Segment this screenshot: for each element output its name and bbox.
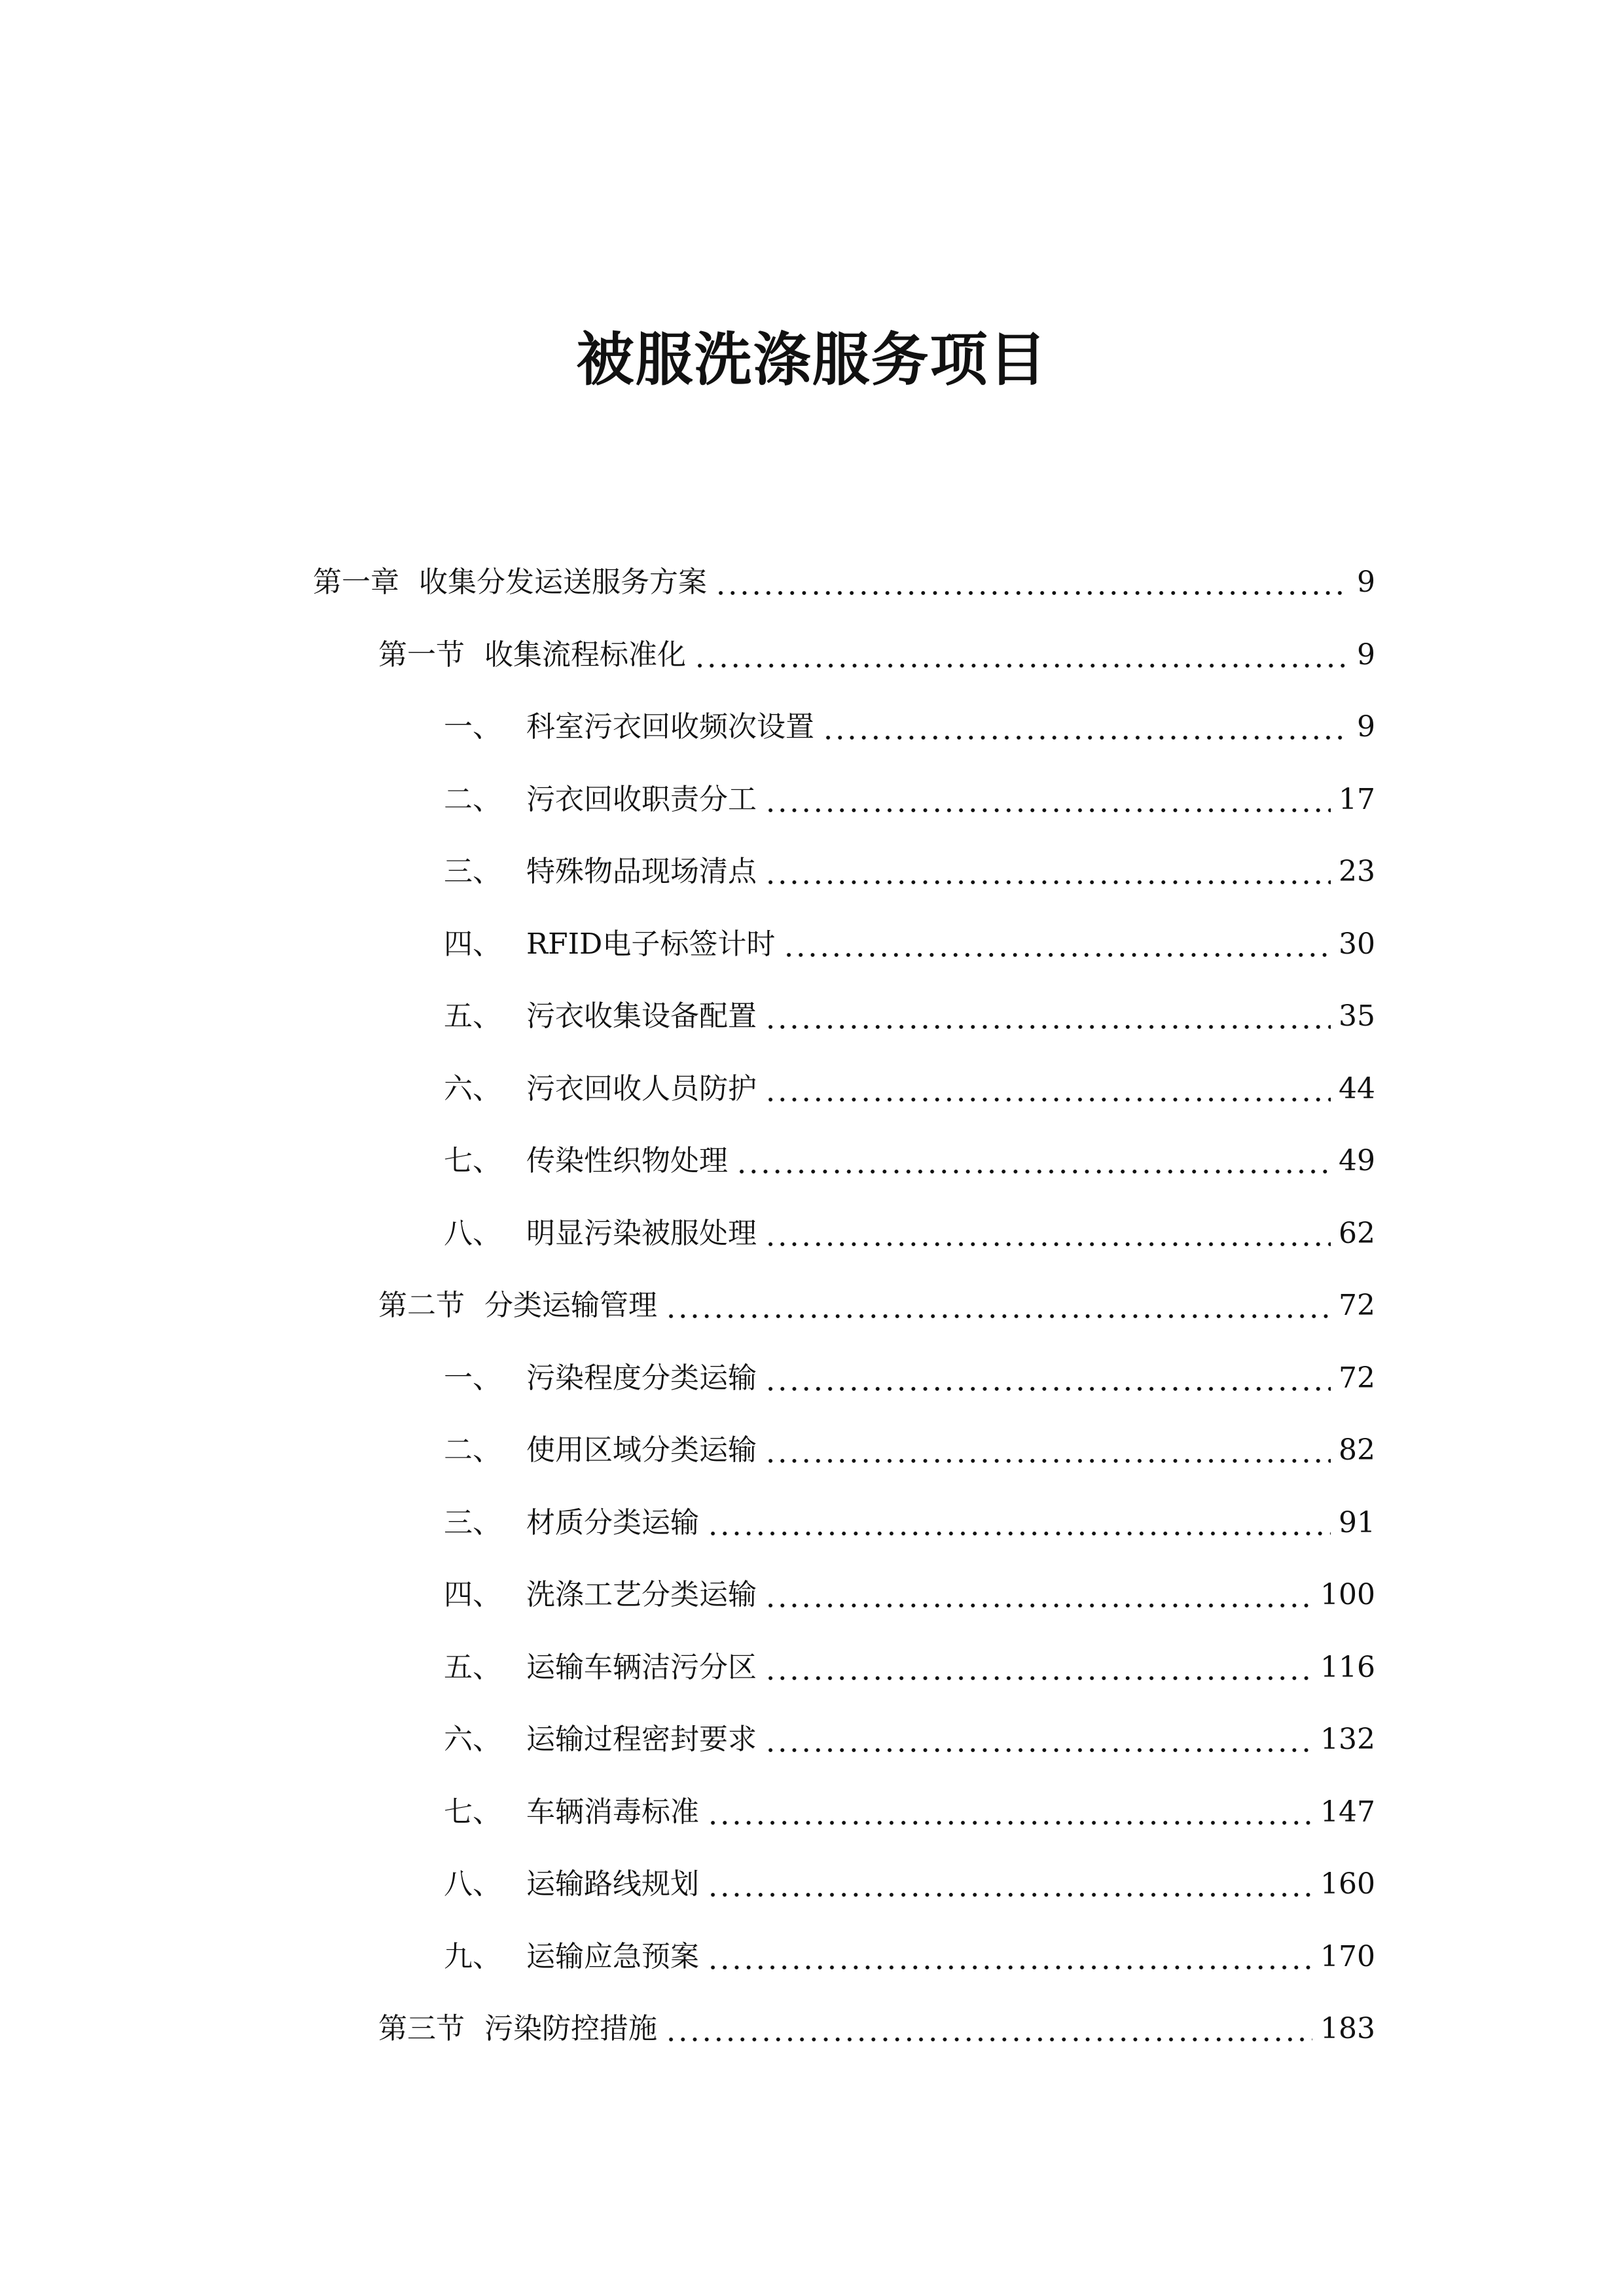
toc-entry-number: 二、 [444, 783, 501, 816]
toc-dot-leader [736, 1170, 1331, 1174]
toc-dot-leader [707, 1532, 1331, 1535]
toc-entry[interactable] [444, 1572, 1375, 1618]
toc-entry-number: 四、 [444, 927, 501, 961]
toc-entry[interactable] [444, 1645, 1375, 1691]
toc-entry-number: 七、 [444, 1144, 501, 1177]
toc-entry[interactable] [444, 849, 1375, 895]
toc-entry-label: 分类运输管理 [484, 1289, 657, 1322]
toc-entry-number: 四、 [444, 1578, 501, 1611]
toc-entry[interactable] [444, 777, 1375, 823]
document-title: 被服洗涤服务项目 [576, 325, 1048, 393]
toc-entry-label: 使用区域分类运输 [526, 1433, 757, 1467]
toc-entry-page-number: 116 [1320, 1651, 1375, 1684]
toc-dot-leader [665, 1314, 1331, 1318]
toc-entry[interactable] [313, 560, 1375, 605]
toc-dot-leader [765, 1748, 1312, 1752]
toc-entry-number: 八、 [444, 1217, 501, 1250]
toc-entry[interactable] [444, 1427, 1375, 1473]
toc-entry-page-number: 170 [1320, 1940, 1375, 1973]
toc-entry-number: 六、 [444, 1072, 501, 1105]
toc-entry-page-number: 9 [1357, 638, 1375, 672]
toc-entry-number: 五、 [444, 999, 501, 1033]
toc-entry-number: 九、 [444, 1940, 501, 1973]
toc-dot-leader [765, 1387, 1331, 1391]
toc-dot-leader [765, 1025, 1331, 1029]
toc-entry-label: 洗涤工艺分类运输 [526, 1578, 757, 1611]
toc-entry[interactable] [378, 1283, 1375, 1329]
toc-dot-leader [765, 1676, 1312, 1680]
toc-entry-label: 特殊物品现场清点 [526, 855, 757, 888]
toc-entry[interactable] [444, 1717, 1375, 1763]
toc-dot-leader [707, 1893, 1312, 1897]
toc-entry[interactable] [444, 922, 1375, 967]
toc-entry-label: RFID电子标签计时 [526, 927, 776, 961]
toc-entry-label: 材质分类运输 [526, 1506, 699, 1539]
toc-entry-page-number: 44 [1339, 1072, 1375, 1105]
toc-entry-number: 二、 [444, 1433, 501, 1467]
toc-dot-leader [765, 1604, 1312, 1607]
toc-entry-number: 一、 [444, 1361, 501, 1395]
toc-entry-number: 六、 [444, 1723, 501, 1756]
toc-entry-label: 传染性织物处理 [526, 1144, 728, 1177]
toc-entry-page-number: 72 [1339, 1289, 1375, 1322]
toc-entry-label: 车辆消毒标准 [526, 1795, 699, 1829]
toc-entry-label: 污衣回收人员防护 [526, 1072, 757, 1105]
toc-entry-number: 第二节 [378, 1289, 465, 1322]
toc-entry-page-number: 132 [1320, 1723, 1375, 1756]
toc-entry-page-number: 82 [1339, 1433, 1375, 1467]
toc-entry-number: 三、 [444, 1506, 501, 1539]
toc-dot-leader [707, 1965, 1312, 1969]
toc-entry-page-number: 9 [1357, 710, 1375, 744]
toc-dot-leader [765, 808, 1331, 812]
toc-entry-label: 污染防控措施 [484, 2012, 657, 2045]
toc-entry-label: 污衣回收职责分工 [526, 783, 757, 816]
toc-dot-leader [707, 1821, 1312, 1825]
toc-entry-number: 八、 [444, 1867, 501, 1901]
toc-entry-label: 收集流程标准化 [484, 638, 686, 672]
toc-entry-page-number: 91 [1339, 1506, 1375, 1539]
toc-entry-label: 运输路线规划 [526, 1867, 699, 1901]
toc-entry-number: 第一节 [378, 638, 465, 672]
toc-entry[interactable] [444, 1934, 1375, 1980]
toc-entry-page-number: 147 [1320, 1795, 1375, 1829]
toc-dot-leader [715, 591, 1349, 595]
toc-entry-page-number: 17 [1339, 783, 1375, 816]
toc-entry-page-number: 72 [1339, 1361, 1375, 1395]
toc-entry[interactable] [444, 1500, 1375, 1546]
toc-entry-label: 运输过程密封要求 [526, 1723, 757, 1756]
toc-entry-page-number: 35 [1339, 999, 1375, 1033]
toc-entry[interactable] [444, 994, 1375, 1039]
toc-entry-page-number: 62 [1339, 1217, 1375, 1250]
toc-dot-leader [765, 1459, 1331, 1463]
toc-entry[interactable] [444, 1066, 1375, 1112]
toc-entry-label: 污衣收集设备配置 [526, 999, 757, 1033]
toc-entry-number: 一、 [444, 710, 501, 744]
toc-entry-number: 三、 [444, 855, 501, 888]
toc-entry-number: 第三节 [378, 2012, 465, 2045]
toc-entry[interactable] [444, 1355, 1375, 1401]
toc-entry-label: 运输车辆洁污分区 [526, 1651, 757, 1684]
toc-entry-label: 运输应急预案 [526, 1940, 699, 1973]
toc-entry-label: 污染程度分类运输 [526, 1361, 757, 1395]
toc-entry-page-number: 9 [1357, 565, 1375, 599]
toc-entry[interactable] [444, 1211, 1375, 1257]
toc-entry-label: 收集分发运送服务方案 [419, 565, 707, 599]
toc-entry[interactable] [444, 1138, 1375, 1184]
toc-entry[interactable] [444, 1861, 1375, 1907]
toc-entry-page-number: 100 [1320, 1578, 1375, 1611]
toc-dot-leader [822, 736, 1349, 740]
toc-entry-number: 五、 [444, 1651, 501, 1684]
toc-entry[interactable] [378, 2006, 1375, 2052]
toc-dot-leader [765, 880, 1331, 884]
toc-entry-page-number: 30 [1339, 927, 1375, 961]
toc-dot-leader [765, 1242, 1331, 1246]
toc-dot-leader [765, 1098, 1331, 1102]
toc-entry[interactable] [444, 704, 1375, 750]
toc-entry-number: 第一章 [313, 565, 399, 599]
toc-entry-number: 七、 [444, 1795, 501, 1829]
toc-entry-page-number: 23 [1339, 855, 1375, 888]
toc-entry[interactable] [444, 1789, 1375, 1835]
toc-dot-leader [694, 664, 1349, 668]
toc-entry-page-number: 183 [1320, 2012, 1375, 2045]
toc-entry-label: 科室污衣回收频次设置 [526, 710, 814, 744]
toc-dot-leader [665, 2037, 1312, 2041]
toc-entry-label: 明显污染被服处理 [526, 1217, 757, 1250]
toc-entry-page-number: 49 [1339, 1144, 1375, 1177]
toc-dot-leader [783, 953, 1331, 957]
toc-entry-page-number: 160 [1320, 1867, 1375, 1901]
toc-entry[interactable] [378, 632, 1375, 678]
